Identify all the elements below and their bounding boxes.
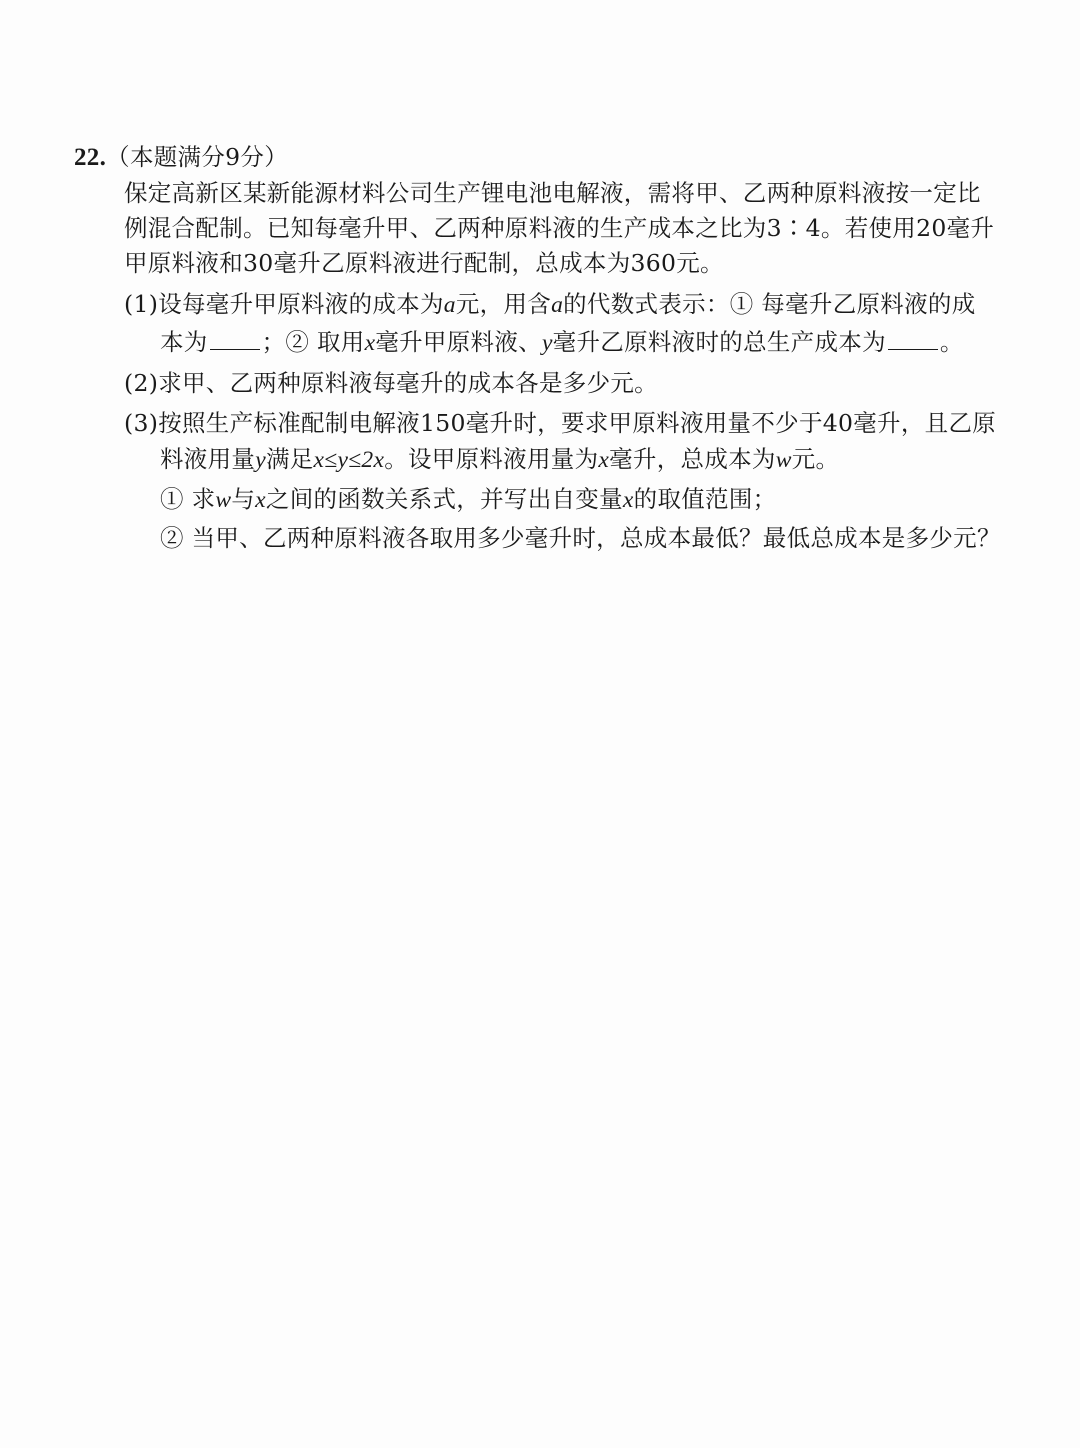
part3-sub1: ① 求w与x之间的函数关系式，并写出自变量x的取值范围；: [160, 485, 777, 513]
inequality: x≤y≤2x: [313, 447, 385, 473]
part1-line-1: (1)设每毫升甲原料液的成本为a元，用含a的代数式表示：① 每毫升乙原料液的成: [124, 290, 976, 318]
part3-line-2: 料液用量y满足x≤y≤2x。设甲原料液用量为x毫升，总成本为w元。: [160, 445, 840, 473]
stem-line-1: 保定高新区某新能源材料公司生产锂电池电解液，需将甲、乙两种原料液按一定比: [124, 179, 981, 207]
question-header: [74, 142, 288, 173]
part3-line-1: (3)按照生产标准配制电解液150毫升时，要求甲原料液用量不少于40毫升，且乙原: [124, 409, 997, 437]
stem-line-3: 甲原料液和30毫升乙原料液进行配制，总成本为360元。: [124, 249, 724, 277]
answer-blank-1[interactable]: [210, 347, 260, 350]
part2-line: (2)求甲、乙两种原料液每毫升的成本各是多少元。: [124, 369, 658, 397]
part3-sub2: ② 当甲、乙两种原料液各取用多少毫升时，总成本最低？最低总成本是多少元？: [160, 524, 1001, 552]
part1-line-2: 本为 ；② 取用x毫升甲原料液、y毫升乙原料液时的总生产成本为 。: [160, 328, 964, 356]
question-number: 22.: [74, 144, 107, 171]
stem-line-2: 例混合配制。已知每毫升甲、乙两种原料液的生产成本之比为3∶4。若使用20毫升: [124, 214, 995, 242]
answer-blank-2[interactable]: [888, 347, 938, 350]
score-note: （本题满分9分）: [106, 143, 289, 171]
